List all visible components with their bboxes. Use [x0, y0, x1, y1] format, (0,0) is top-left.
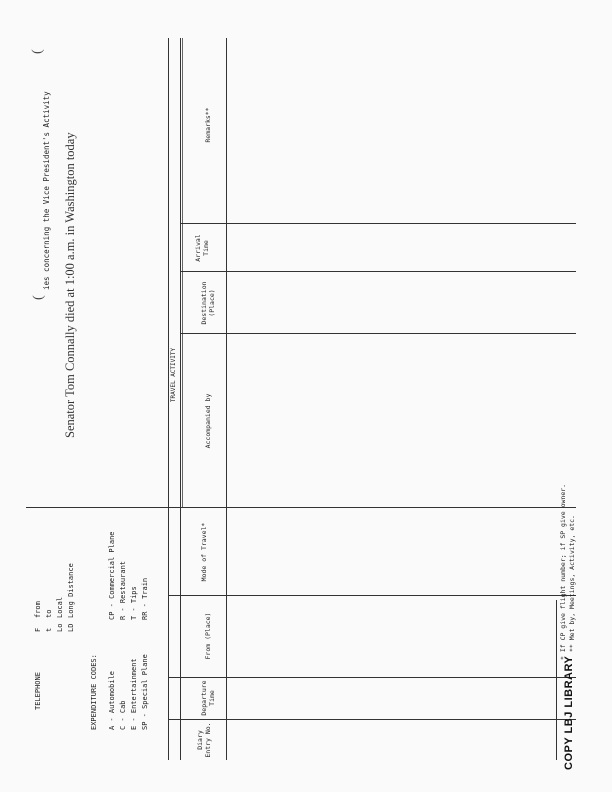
archive-stamp: COPY LBJ LIBRARY: [563, 655, 575, 770]
telephone-code: F: [34, 627, 42, 632]
column-separator: [180, 333, 576, 334]
expenditure-code-right: CP - Commercial Plane: [108, 531, 116, 620]
column-header-diary-entry: Diary Entry No.: [196, 722, 212, 758]
footer-rule: [556, 600, 557, 760]
typed-note: Senator Tom Connally died at 1:00 a.m. in Washington today: [63, 132, 77, 438]
margin-mark: (: [30, 49, 45, 54]
expenditure-code-right: RR - Train: [141, 577, 149, 620]
column-separator: [168, 677, 576, 678]
column-separator: [180, 223, 576, 224]
header-bottom-rule: [226, 38, 227, 760]
expenditure-code-left: SP - Special Plane: [141, 654, 149, 730]
expenditure-label: EXPENDITURE CODES:: [90, 654, 98, 730]
telephone-code-desc: to: [45, 609, 53, 618]
column-separator: [168, 719, 576, 720]
column-header-departure-time: Departure Time: [200, 680, 216, 716]
telephone-label: TELEPHONE: [34, 672, 42, 710]
column-header-remarks: Remarks**: [204, 107, 212, 143]
column-header-destination: Destination (Place): [200, 281, 216, 325]
expenditure-code-left: A - Automobile: [108, 670, 116, 730]
expenditure-code-left: E - Entertainment: [130, 658, 138, 730]
expenditure-code-left: C - Cab: [119, 700, 127, 730]
column-header-arrival-time: Arrival Time: [194, 234, 210, 262]
column-header-from: From (Place): [204, 612, 212, 660]
table-rule: [180, 38, 181, 760]
heading-note: ies concerning the Vice President's Activity: [42, 91, 51, 290]
margin-mark: (: [31, 295, 46, 300]
telephone-code: LD: [67, 623, 75, 632]
daily-diary-form: [16, 30, 576, 770]
telephone-code-desc: from: [34, 601, 42, 618]
telephone-code: t: [45, 627, 53, 632]
telephone-code: Lo: [56, 623, 64, 632]
column-separator: [168, 595, 576, 596]
footnote: * If CP give flight number; if SP give owner.: [559, 483, 567, 660]
footnote: ** Met by, Meetings, Activity, etc.: [568, 515, 576, 652]
table-top-rule: [168, 38, 169, 760]
travel-activity-rule: [182, 38, 183, 508]
travel-activity-label: TRAVEL ACTIVITY: [170, 347, 177, 403]
telephone-code-desc: Local: [56, 596, 64, 618]
header-divider: [26, 507, 168, 508]
column-separator: [180, 271, 576, 272]
telephone-code-desc: Long Distance: [67, 563, 75, 618]
column-header-mode-of-travel: Mode of Travel*: [200, 522, 208, 582]
expenditure-code-right: T - Tips: [130, 586, 138, 620]
column-header-accompanied-by: Accompanied by: [204, 393, 212, 449]
expenditure-code-right: R - Restaurant: [119, 560, 127, 620]
column-separator: [168, 507, 576, 508]
